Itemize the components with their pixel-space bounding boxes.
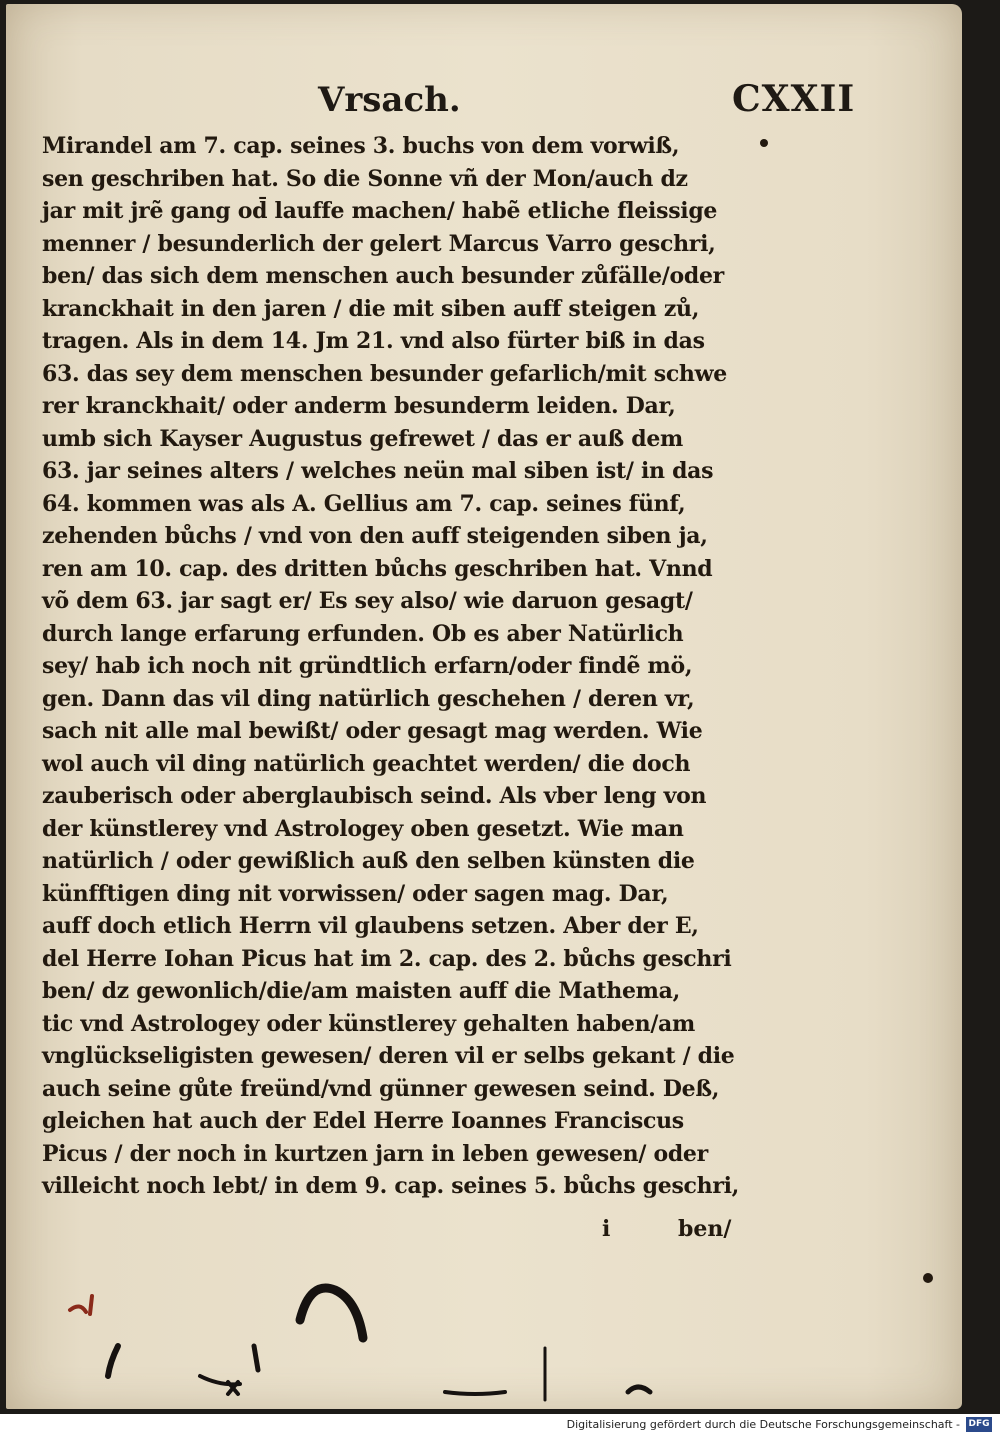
text-line: võ dem 63. jar sagt er/ Es sey also/ wie daruon gesagt/: [42, 588, 693, 614]
text-line: del Herre Iohan Picus hat im 2. cap. des 2. bůchs geschri: [42, 945, 732, 972]
text-line: durch lange erfarung erfunden. Ob es aber Natürlich: [42, 620, 684, 647]
signature-mark: i: [602, 1216, 611, 1242]
running-head: Vrsach.: [318, 80, 461, 120]
text-line: natürlich / oder gewißlich auß den selben künsten die: [42, 848, 695, 874]
footer-bar: [0, 1414, 1000, 1437]
text-line: tragen. Als in dem 14. Jm 21. vnd also fürter biß in das: [42, 328, 705, 354]
text-line: zauberisch oder aberglaubisch seind. Als vber leng von: [42, 783, 707, 809]
text-line: vnglückseligisten gewesen/ deren vil er selbs gekant / die: [42, 1043, 735, 1069]
text-line: Picus / der noch in kurtzen jarn in leben gewesen/ oder: [42, 1140, 708, 1167]
text-line: menner / besunderlich der gelert Marcus Varro geschri,: [42, 230, 716, 257]
text-line: 64. kommen was als A. Gellius am 7. cap. seines fünf,: [42, 490, 686, 517]
text-line: der künstlerey vnd Astrologey oben gesetzt. Wie man: [42, 815, 684, 842]
text-line: villeicht noch lebt/ in dem 9. cap. seines 5. bůchs geschri,: [42, 1173, 740, 1199]
text-line: sen geschriben hat. So die Sonne vñ der Mon/auch dz: [42, 165, 688, 192]
text-line: wol auch vil ding natürlich geachtet werden/ die doch: [42, 750, 691, 777]
text-line: gleichen hat auch der Edel Herre Ioannes Franciscus: [42, 1108, 684, 1134]
text-line: ben/ dz gewonlich/die/am maisten auff die Mathema,: [42, 978, 680, 1004]
text-line: jar mit jrẽ gang od̄ lauffe machen/ habẽ etliche fleissige: [42, 198, 718, 224]
text-line: zehenden bůchs / vnd von den auff steigenden siben ja,: [42, 523, 708, 549]
text-line: 63. jar seines alters / welches neün mal siben ist/ in das: [42, 458, 714, 484]
text-line: rer kranckhait/ oder anderm besunderm leiden. Dar,: [42, 393, 676, 419]
body-text: [42, 130, 742, 1203]
catchword: ben/: [678, 1216, 732, 1242]
folio-number: CXXII: [732, 78, 856, 120]
dfg-logo-icon: DFG: [966, 1417, 992, 1432]
text-line: kranckhait in den jaren / die mit siben auff steigen zů,: [42, 295, 700, 322]
text-line: 63. das sey dem menschen besunder gefarlich/mit schwe: [42, 360, 727, 387]
text-line: auff doch etlich Herrn vil glaubens setzen. Aber der E,: [42, 913, 699, 939]
digitization-credit: Digitalisierung gefördert durch die Deutsche Forschungsgemeinschaft -: [566, 1418, 960, 1431]
text-line: ben/ das sich dem menschen auch besunder zůfälle/oder: [42, 263, 724, 289]
text-line: gen. Dann das vil ding natürlich geschehen / deren vr,: [42, 685, 695, 712]
text-line: sach nit alle mal bewißt/ oder gesagt mag werden. Wie: [42, 718, 703, 744]
text-line: sey/ hab ich noch nit gründtlich erfarn/oder findẽ mö,: [42, 653, 693, 679]
text-line: künfftigen ding nit vorwissen/ oder sagen mag. Dar,: [42, 880, 669, 907]
text-line: umb sich Kayser Augustus gefrewet / das er auß dem: [42, 425, 684, 452]
text-line: tic vnd Astrologey oder künstlerey gehalten haben/am: [42, 1010, 695, 1037]
text-line: auch seine gůte freünd/vnd günner gewesen seind. Deß,: [42, 1075, 720, 1102]
text-line: Mirandel am 7. cap. seines 3. buchs von dem vorwiß,: [42, 133, 680, 159]
text-line: ren am 10. cap. des dritten bůchs geschriben hat. Vnnd: [42, 555, 713, 582]
